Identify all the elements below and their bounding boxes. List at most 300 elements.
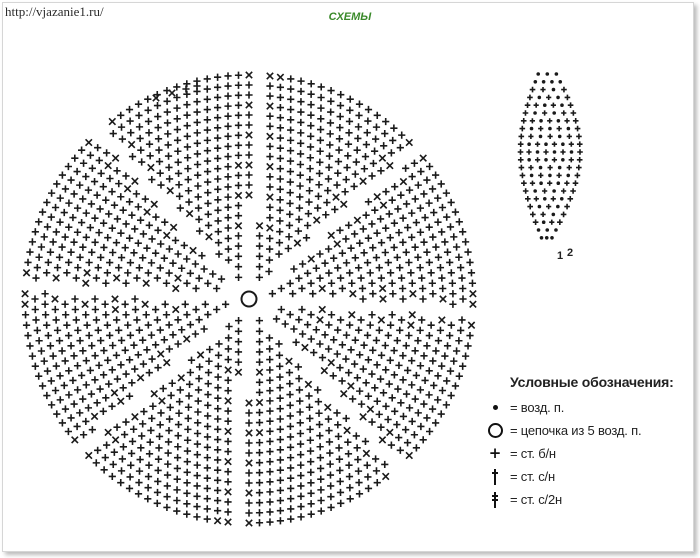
stitch-mark xyxy=(152,213,159,220)
stitch-mark xyxy=(182,85,189,92)
stitch-mark xyxy=(127,462,134,469)
stitch-mark xyxy=(176,398,183,405)
stitch-mark xyxy=(137,135,144,142)
stitch-mark xyxy=(324,187,331,194)
stitch-mark xyxy=(367,269,374,276)
stitch-mark xyxy=(287,189,294,196)
stitch-mark xyxy=(360,225,367,232)
stitch-mark xyxy=(462,353,469,360)
stitch-mark xyxy=(273,315,280,322)
stitch-mark xyxy=(266,468,273,475)
stitch-mark xyxy=(397,144,404,151)
stitch-mark xyxy=(373,254,380,261)
stitch-mark xyxy=(540,87,545,92)
stitch-mark xyxy=(215,251,222,258)
stitch-mark xyxy=(456,373,463,380)
stitch-mark xyxy=(418,274,425,281)
stitch-mark xyxy=(542,80,546,84)
stitch-mark xyxy=(235,112,242,119)
stitch-mark xyxy=(336,364,343,371)
stitch-mark xyxy=(266,418,273,425)
stitch-mark xyxy=(577,141,583,147)
stitch-mark xyxy=(113,239,120,246)
stitch-mark xyxy=(405,332,412,339)
stitch-mark xyxy=(337,274,344,281)
stitch-mark xyxy=(308,80,315,87)
stitch-mark xyxy=(297,472,304,479)
stitch-mark xyxy=(94,447,101,454)
stitch-mark xyxy=(235,182,242,189)
stitch-mark xyxy=(413,444,420,451)
stitch-mark xyxy=(313,326,320,333)
stitch-mark xyxy=(195,216,202,223)
stitch-mark xyxy=(111,202,118,209)
stitch-mark xyxy=(564,118,569,123)
stitch-mark xyxy=(174,340,181,347)
stitch-mark xyxy=(166,269,173,276)
stitch-mark xyxy=(376,327,383,334)
stitch-mark xyxy=(224,418,231,425)
stitch-mark xyxy=(411,160,418,167)
stitch-mark xyxy=(459,228,466,235)
stitch-mark xyxy=(214,426,221,433)
stitch-mark xyxy=(215,363,222,370)
stitch-mark xyxy=(154,364,161,371)
stitch-mark xyxy=(266,356,273,363)
stitch-mark xyxy=(224,123,231,130)
stitch-mark xyxy=(104,322,111,329)
stitch-mark xyxy=(154,489,161,496)
stitch-mark xyxy=(519,165,525,171)
stitch-mark xyxy=(36,337,43,344)
stitch-mark xyxy=(105,162,111,168)
stitch-mark xyxy=(399,285,406,292)
stitch-mark xyxy=(177,386,184,393)
stitch-mark xyxy=(106,259,113,266)
stitch-mark xyxy=(397,447,404,454)
stitch-mark xyxy=(329,290,336,297)
stitch-mark xyxy=(286,211,293,218)
stitch-mark xyxy=(83,381,90,388)
stitch-mark xyxy=(79,195,86,202)
stitch-mark xyxy=(543,103,547,107)
stitch-mark xyxy=(137,217,144,224)
stitch-mark xyxy=(113,167,120,174)
stitch-mark xyxy=(113,316,120,323)
stitch-mark xyxy=(256,232,263,239)
stitch-mark xyxy=(287,475,294,482)
stitch-mark xyxy=(183,112,190,119)
stitch-mark xyxy=(469,280,476,287)
stitch-mark xyxy=(364,462,371,469)
stitch-mark xyxy=(118,254,125,261)
stitch-mark xyxy=(530,181,535,186)
stitch-mark xyxy=(276,384,283,391)
stitch-mark xyxy=(194,119,201,126)
stitch-mark xyxy=(79,244,86,251)
stitch-mark xyxy=(432,243,439,250)
stitch-mark xyxy=(287,158,294,165)
stitch-mark xyxy=(24,332,31,339)
stitch-mark xyxy=(132,306,139,313)
stitch-mark xyxy=(296,386,303,393)
stitch-mark xyxy=(547,118,552,123)
stitch-mark xyxy=(367,322,374,329)
stitch-mark xyxy=(185,198,192,205)
stitch-mark xyxy=(184,122,191,129)
stitch-mark xyxy=(518,134,524,140)
stitch-mark xyxy=(224,133,231,140)
stitch-mark xyxy=(205,369,212,376)
stitch-mark xyxy=(276,239,283,246)
stitch-mark xyxy=(537,228,541,232)
stitch-mark xyxy=(145,118,152,125)
stitch-mark xyxy=(235,152,242,159)
stitch-mark xyxy=(156,433,163,440)
stitch-mark xyxy=(54,264,61,271)
stitch-mark xyxy=(225,224,232,231)
stitch-mark xyxy=(397,399,404,406)
stitch-mark xyxy=(277,165,284,172)
stitch-mark xyxy=(403,390,410,397)
stitch-mark xyxy=(121,431,128,438)
stitch-mark xyxy=(38,243,45,250)
stitch-mark xyxy=(346,484,353,491)
stitch-mark xyxy=(412,195,419,202)
stitch-mark xyxy=(326,449,333,456)
stitch-mark xyxy=(83,280,89,286)
stitch-mark xyxy=(146,141,153,148)
stitch-mark xyxy=(204,158,211,165)
stitch-mark xyxy=(145,129,152,136)
stitch-mark xyxy=(349,395,356,402)
stitch-mark xyxy=(307,469,314,476)
stitch-mark xyxy=(148,164,154,170)
stitch-mark xyxy=(91,239,98,246)
stitch-mark xyxy=(214,84,221,91)
stitch-mark xyxy=(267,194,273,200)
stitch-mark xyxy=(245,151,252,158)
stitch-mark xyxy=(564,181,569,186)
stitch-mark xyxy=(266,458,273,465)
chain-stitch-icon xyxy=(493,405,498,410)
stitch-mark xyxy=(104,269,111,276)
stitch-mark xyxy=(277,415,284,422)
stitch-mark xyxy=(85,404,92,411)
stitch-mark xyxy=(317,115,324,122)
stitch-mark xyxy=(176,193,183,200)
stitch-mark xyxy=(344,427,350,433)
stitch-mark xyxy=(408,322,414,328)
stitch-mark xyxy=(266,377,273,384)
stitch-mark xyxy=(111,390,117,396)
stitch-mark xyxy=(57,396,64,403)
stitch-mark xyxy=(41,290,48,297)
stitch-mark xyxy=(246,72,252,78)
stitch-mark xyxy=(187,270,194,277)
stitch-mark xyxy=(387,162,393,168)
stitch-mark xyxy=(187,321,194,328)
stitch-mark xyxy=(378,274,385,281)
stitch-mark xyxy=(549,220,554,225)
stitch-mark xyxy=(43,269,50,276)
stitch-mark xyxy=(355,468,362,475)
stitch-mark xyxy=(113,275,119,281)
stitch-mark xyxy=(224,143,231,150)
stitch-mark xyxy=(552,189,556,193)
stitch-mark xyxy=(235,122,242,129)
stitch-mark xyxy=(186,210,192,216)
stitch-mark xyxy=(307,311,314,318)
stitch-mark xyxy=(564,204,570,210)
stitch-mark xyxy=(112,296,118,302)
stitch-mark xyxy=(164,359,170,365)
stitch-mark xyxy=(360,178,366,184)
stitch-mark xyxy=(95,264,102,271)
stitch-mark xyxy=(224,103,231,110)
stitch-mark xyxy=(88,342,95,349)
stitch-mark xyxy=(169,90,175,96)
stitch-mark xyxy=(169,331,176,338)
stitch-mark xyxy=(163,280,170,287)
stitch-mark xyxy=(558,135,562,139)
stitch-mark xyxy=(140,230,147,237)
stitch-mark xyxy=(135,112,142,119)
stitch-mark xyxy=(352,254,359,261)
stitch-mark xyxy=(147,152,154,159)
stitch-mark xyxy=(336,227,343,234)
stitch-mark xyxy=(146,369,153,376)
stitch-mark xyxy=(287,454,294,461)
stitch-mark xyxy=(316,159,323,166)
stitch-mark xyxy=(97,254,104,261)
stitch-mark xyxy=(206,346,213,353)
stitch-mark xyxy=(277,426,284,433)
stitch-mark xyxy=(136,264,143,271)
stitch-mark xyxy=(32,228,39,235)
stitch-mark xyxy=(334,170,341,177)
stitch-mark xyxy=(341,391,347,397)
stitch-mark xyxy=(406,187,413,194)
stitch-mark xyxy=(570,188,576,194)
stitch-mark xyxy=(195,386,202,393)
stitch-mark xyxy=(295,216,302,223)
stitch-mark xyxy=(76,409,83,416)
stitch-mark xyxy=(67,249,74,256)
stitch-mark xyxy=(382,366,389,373)
stitch-mark xyxy=(551,103,556,108)
stitch-mark xyxy=(449,301,456,308)
stitch-mark xyxy=(359,285,366,292)
stitch-mark xyxy=(306,176,313,183)
stitch-mark xyxy=(44,223,51,230)
site-url[interactable]: http://vjazanie1.ru/ xyxy=(5,4,104,19)
stitch-mark xyxy=(406,404,413,411)
stitch-mark xyxy=(245,509,252,516)
stitch-mark xyxy=(126,485,133,492)
stitch-mark xyxy=(408,210,415,217)
stitch-mark xyxy=(175,432,182,439)
stitch-mark xyxy=(131,295,138,302)
stitch-mark xyxy=(314,217,320,223)
stitch-mark xyxy=(277,477,284,484)
stitch-mark xyxy=(195,397,202,404)
stitch-mark xyxy=(184,458,191,465)
stitch-mark xyxy=(175,421,182,428)
stitch-mark xyxy=(550,236,554,240)
stitch-mark xyxy=(373,337,380,344)
stitch-mark xyxy=(527,142,531,146)
stitch-mark xyxy=(35,218,42,225)
stitch-mark xyxy=(22,301,28,307)
stitch-mark xyxy=(74,229,81,236)
stitch-mark xyxy=(53,228,60,235)
stitch-mark xyxy=(385,259,392,266)
stitch-mark xyxy=(245,171,252,178)
stitch-mark xyxy=(182,301,189,308)
stitch-mark xyxy=(307,458,314,465)
stitch-mark xyxy=(88,200,95,207)
stitch-mark xyxy=(548,134,553,139)
stitch-mark xyxy=(368,418,375,425)
stitch-mark xyxy=(389,394,396,401)
stitch-mark xyxy=(102,311,109,318)
stitch-mark xyxy=(397,192,404,199)
stitch-mark xyxy=(157,170,164,177)
stitch-mark xyxy=(341,201,347,207)
stitch-mark xyxy=(561,142,565,146)
stitch-mark xyxy=(80,431,87,438)
stitch-mark xyxy=(307,101,314,108)
stitch-mark xyxy=(453,347,460,354)
stitch-mark xyxy=(201,265,208,272)
stitch-mark xyxy=(120,207,127,214)
stitch-mark xyxy=(296,193,303,200)
stitch-mark xyxy=(148,259,155,266)
stitch-mark xyxy=(215,352,222,359)
stitch-mark xyxy=(166,321,173,328)
stitch-mark xyxy=(386,380,393,387)
stitch-mark xyxy=(358,401,365,408)
chain-ring-icon xyxy=(488,423,503,438)
stitch-mark xyxy=(215,239,222,246)
stitch-mark xyxy=(183,280,190,287)
stitch-mark xyxy=(224,173,231,180)
legend-label-ring: = цепочка из 5 возд. п. xyxy=(510,423,642,438)
stitch-mark xyxy=(93,459,100,466)
stitch-mark xyxy=(183,101,190,108)
stitch-mark xyxy=(94,192,101,199)
stitch-mark xyxy=(373,467,380,474)
stitch-mark xyxy=(417,205,424,212)
stitch-mark xyxy=(277,446,284,453)
stitch-mark xyxy=(337,91,344,98)
stitch-mark xyxy=(109,249,116,256)
stitch-mark xyxy=(425,200,432,207)
stitch-mark xyxy=(339,250,346,257)
stitch-mark xyxy=(372,135,379,142)
stitch-mark xyxy=(127,259,134,266)
stitch-mark xyxy=(32,363,39,370)
stitch-mark xyxy=(556,205,560,209)
stitch-mark xyxy=(364,473,371,480)
stitch-mark xyxy=(109,342,116,349)
stitch-mark xyxy=(109,473,116,480)
stitch-mark xyxy=(188,357,195,364)
stitch-mark xyxy=(204,402,211,409)
stitch-mark xyxy=(438,180,445,187)
stitch-mark xyxy=(266,488,273,495)
stitch-mark xyxy=(98,170,105,177)
stitch-mark xyxy=(197,352,203,358)
stitch-mark xyxy=(122,280,129,287)
stitch-mark xyxy=(109,225,116,232)
stitch-mark xyxy=(417,168,424,175)
stitch-mark xyxy=(148,415,155,422)
stitch-mark xyxy=(443,401,450,408)
stitch-mark xyxy=(354,135,361,142)
stitch-mark xyxy=(146,222,153,229)
stitch-mark xyxy=(277,507,284,514)
stitch-mark xyxy=(235,212,242,219)
stitch-mark xyxy=(256,253,263,260)
stitch-mark xyxy=(91,413,97,419)
stitch-mark xyxy=(194,430,201,437)
stitch-mark xyxy=(106,175,113,182)
stitch-mark xyxy=(325,164,332,171)
stitch-mark xyxy=(404,224,411,231)
stitch-mark xyxy=(155,456,162,463)
stitch-mark xyxy=(23,322,30,329)
stitch-mark xyxy=(245,469,252,476)
stitch-mark xyxy=(458,274,465,281)
stitch-mark xyxy=(136,327,143,334)
stitch-mark xyxy=(256,328,263,335)
stitch-mark xyxy=(155,124,162,131)
stitch-mark xyxy=(317,476,324,483)
stitch-mark xyxy=(112,306,118,312)
stitch-mark xyxy=(129,438,136,445)
stitch-mark xyxy=(550,80,554,84)
stitch-mark xyxy=(438,228,445,235)
stitch-mark xyxy=(105,210,112,217)
stitch-mark xyxy=(462,238,469,245)
stitch-mark xyxy=(53,362,60,369)
stitch-mark xyxy=(297,451,304,458)
stitch-mark xyxy=(62,357,69,364)
stitch-mark xyxy=(353,432,360,439)
stitch-mark xyxy=(368,311,375,318)
stitch-mark xyxy=(420,352,427,359)
stitch-mark xyxy=(317,126,324,133)
stitch-mark xyxy=(327,87,334,94)
stitch-mark xyxy=(174,476,181,483)
stitch-mark xyxy=(526,149,531,154)
stitch-mark xyxy=(373,361,380,368)
stitch-mark xyxy=(136,468,143,475)
stitch-mark xyxy=(348,383,354,389)
stitch-mark xyxy=(132,178,138,184)
stitch-mark xyxy=(175,159,182,166)
stitch-mark xyxy=(414,337,421,344)
stitch-mark xyxy=(256,509,263,516)
stitch-mark xyxy=(195,193,202,200)
stitch-mark xyxy=(256,419,263,426)
stitch-mark xyxy=(423,414,430,421)
stitch-mark xyxy=(538,173,543,178)
stitch-mark xyxy=(256,359,263,366)
stitch-mark xyxy=(542,220,546,224)
